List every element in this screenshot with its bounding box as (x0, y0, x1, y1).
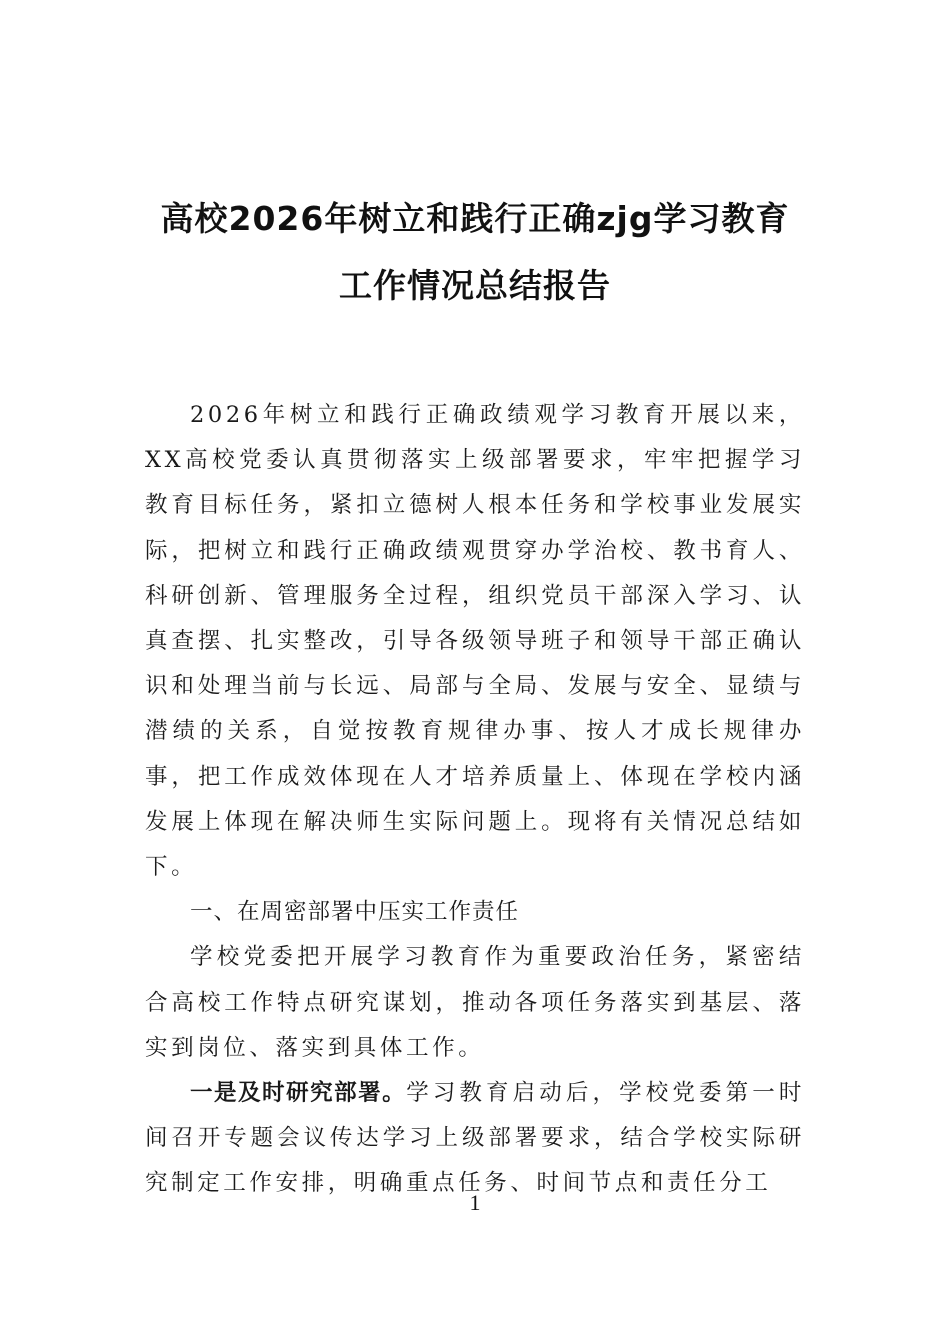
page-number: 1 (469, 1190, 481, 1215)
document-title-line-1: 高校2026年树立和践行正确zjg学习教育 (160, 199, 790, 238)
point-1-paragraph (145, 1071, 805, 1207)
intro-paragraph: 2026年树立和践行正确政绩观学习教育开展以来，XX高校党委认真贯彻落实上级部署要求，牢牢把握学习教育目标任务，紧扣立德树人根本任务和学校事业发展实际，把树立和践行正确政绩观贯穿办学治校、教书育人、科研创新、管理服务全过程，组织党员干部深入学习、认真查摆、扎实整改，引导各级领导班子和领导干部正确认识和处理当前与长远、局部与全局、发展与安全、显绩与潜绩的关系，自觉按教育规律办事、按人才成长规律办事，把工作成效体现在人才培养质量上、体现在学校内涵发展上体现在解决师生实际问题上。现将有关情况总结如下。 (145, 402, 805, 881)
section-1-paragraph: 学校党委把开展学习教育作为重要政治任务，紧密结合高校工作特点研究谋划，推动各项任务落实到基层、落实到岗位、落实到具体工作。 (145, 944, 805, 1061)
point-1-lead: 一是及时研究部署。 (190, 1080, 407, 1107)
document-title-line-2: 工作情况总结报告 (339, 266, 611, 305)
document-body (145, 393, 805, 1207)
point-1-text: 学习教育启动后，学校党委第一时间召开专题会议传达学习上级部署要求，结合学校实际研究制定工作安排，明确重点任务、时间节点和责任分工 (145, 1080, 805, 1197)
section-1-heading: 一、在周密部署中压实工作责任 (190, 899, 520, 926)
